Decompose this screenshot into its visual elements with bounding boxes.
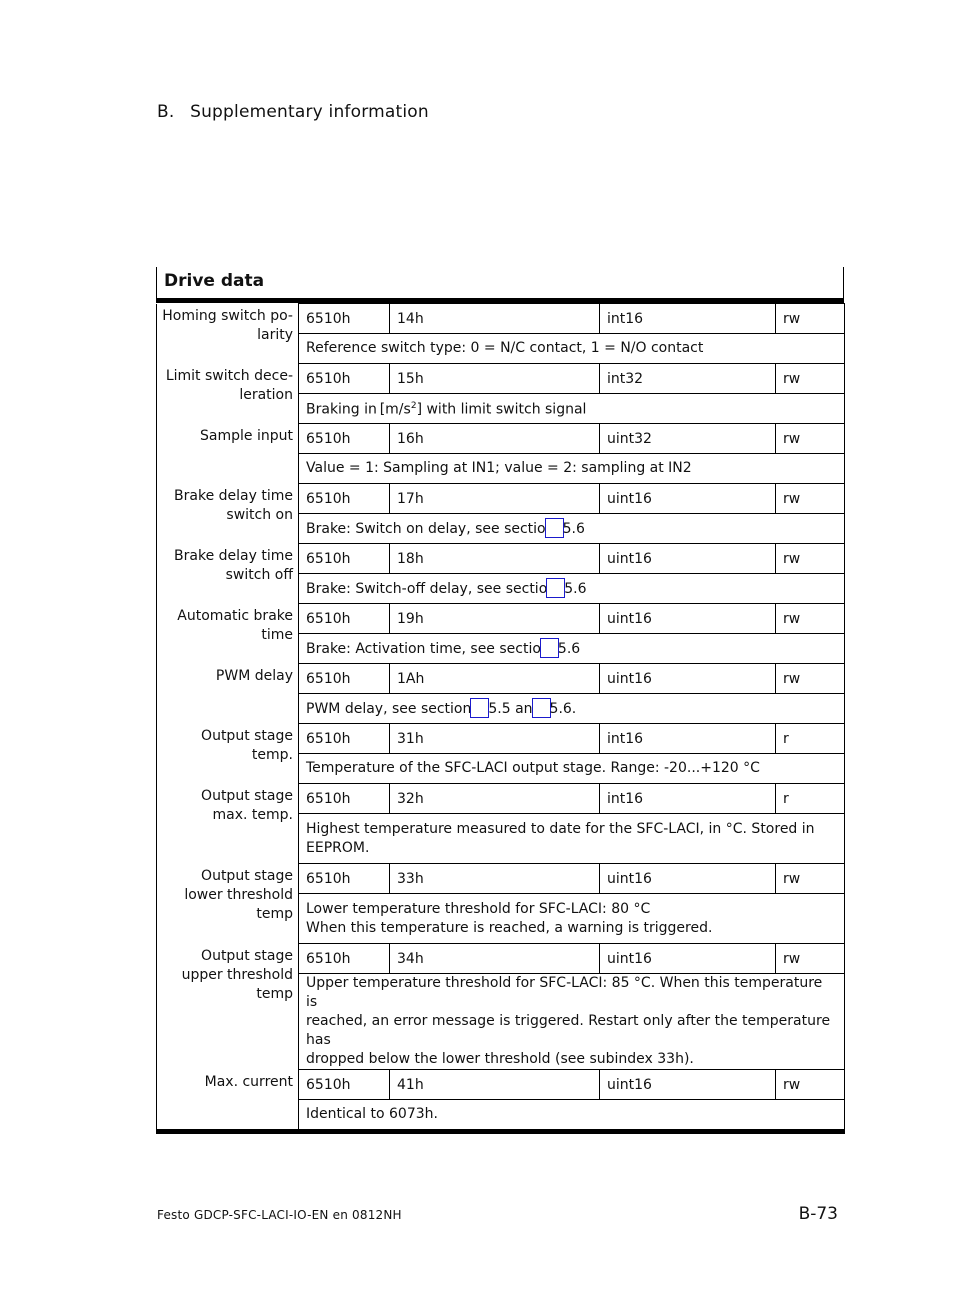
description-text: PWM delay, see section bbox=[306, 701, 472, 717]
subindex-cell: 16h bbox=[390, 424, 600, 454]
access-cell: r bbox=[776, 784, 845, 814]
description-text: Reference switch type: 0 = N/C contact, 1 = N/O contact bbox=[306, 340, 704, 356]
parameter-name: Output stage lower threshold temp bbox=[157, 864, 299, 944]
access-cell: rw bbox=[776, 944, 845, 974]
description-cell bbox=[299, 454, 845, 484]
parameter-name: Limit switch dece- leration bbox=[157, 364, 299, 424]
index-cell: 6510h bbox=[299, 604, 390, 634]
parameter-name: Homing switch po- larity bbox=[157, 304, 299, 364]
description-text-mid: 5.5 an bbox=[488, 701, 533, 717]
type-cell: uint32 bbox=[600, 424, 776, 454]
description-cell bbox=[299, 634, 845, 664]
index-cell: 6510h bbox=[299, 944, 390, 974]
type-cell: uint16 bbox=[600, 604, 776, 634]
parameter-name: Output stage upper threshold temp bbox=[157, 944, 299, 1070]
subindex-cell: 14h bbox=[390, 304, 600, 334]
subindex-cell: 31h bbox=[390, 724, 600, 754]
type-cell: int16 bbox=[600, 784, 776, 814]
index-cell: 6510h bbox=[299, 1070, 390, 1100]
access-cell: rw bbox=[776, 1070, 845, 1100]
description-cell bbox=[299, 514, 845, 544]
description-cell bbox=[299, 814, 845, 864]
table-row bbox=[157, 784, 845, 814]
subindex-cell: 17h bbox=[390, 484, 600, 514]
subindex-cell: 32h bbox=[390, 784, 600, 814]
index-cell: 6510h bbox=[299, 784, 390, 814]
description-text: Temperature of the SFC-LACI output stage. Range: -20...+120 °C bbox=[306, 760, 760, 776]
section-link[interactable] bbox=[546, 578, 565, 598]
description-text-end: 5.6 bbox=[564, 581, 587, 597]
table-row bbox=[157, 484, 845, 514]
description-cell bbox=[299, 974, 845, 1070]
subindex-cell: 19h bbox=[390, 604, 600, 634]
table-row bbox=[157, 364, 845, 394]
description-text: Brake: Switch-off delay, see sectio bbox=[306, 581, 548, 597]
table-row bbox=[157, 424, 845, 454]
section-header bbox=[157, 102, 429, 122]
description-cell bbox=[299, 394, 845, 424]
type-cell: int16 bbox=[600, 304, 776, 334]
subindex-cell: 34h bbox=[390, 944, 600, 974]
table-row bbox=[157, 724, 845, 754]
description-text-end: ] with limit switch signal bbox=[416, 401, 587, 418]
table-row bbox=[157, 864, 845, 894]
description-cell bbox=[299, 1100, 845, 1132]
parameter-name: Output stage temp. bbox=[157, 724, 299, 784]
description-cell bbox=[299, 574, 845, 604]
type-cell: int32 bbox=[600, 364, 776, 394]
type-cell: uint16 bbox=[600, 484, 776, 514]
subindex-cell: 33h bbox=[390, 864, 600, 894]
description-text: Value = 1: Sampling at IN1; value = 2: sampling at IN2 bbox=[306, 460, 692, 476]
index-cell: 6510h bbox=[299, 544, 390, 574]
access-cell: r bbox=[776, 724, 845, 754]
description-text: Highest temperature measured to date for the SFC-LACI, in °C. Stored in EEPROM. bbox=[306, 820, 815, 856]
parameter-name: Max. current bbox=[157, 1070, 299, 1132]
table-row bbox=[157, 304, 845, 334]
type-cell: uint16 bbox=[600, 944, 776, 974]
type-cell: uint16 bbox=[600, 664, 776, 694]
description-text: Brake: Activation time, see sectio bbox=[306, 641, 541, 657]
access-cell: rw bbox=[776, 364, 845, 394]
access-cell: rw bbox=[776, 484, 845, 514]
subindex-cell: 18h bbox=[390, 544, 600, 574]
index-cell: 6510h bbox=[299, 364, 390, 394]
table-title: Drive data bbox=[156, 267, 844, 303]
page-number: B-73 bbox=[798, 1204, 838, 1224]
index-cell: 6510h bbox=[299, 304, 390, 334]
section-title: Supplementary information bbox=[190, 102, 429, 122]
access-cell: rw bbox=[776, 604, 845, 634]
subindex-cell: 15h bbox=[390, 364, 600, 394]
parameter-name: Sample input bbox=[157, 424, 299, 484]
access-cell: rw bbox=[776, 424, 845, 454]
description-text-end: 5.6 bbox=[562, 521, 585, 537]
footer-doc-id: Festo GDCP-SFC-LACI-IO-EN en 0812NH bbox=[157, 1208, 402, 1222]
description-superscript: 2 bbox=[410, 401, 417, 412]
parameter-name: Output stage max. temp. bbox=[157, 784, 299, 864]
access-cell: rw bbox=[776, 664, 845, 694]
description-cell bbox=[299, 754, 845, 784]
access-cell: rw bbox=[776, 304, 845, 334]
table-row bbox=[157, 664, 845, 694]
subindex-cell: 1Ah bbox=[390, 664, 600, 694]
table-row bbox=[157, 604, 845, 634]
type-cell: uint16 bbox=[600, 544, 776, 574]
description-text-end: 5.6 bbox=[557, 641, 581, 657]
index-cell: 6510h bbox=[299, 724, 390, 754]
parameter-table bbox=[156, 303, 845, 1134]
table-row bbox=[157, 944, 845, 974]
subindex-cell: 41h bbox=[390, 1070, 600, 1100]
parameter-name: Brake delay time switch on bbox=[157, 484, 299, 544]
description-text: Brake: Switch on delay, see sectio bbox=[306, 521, 546, 537]
description-text: Braking in [m/s bbox=[306, 401, 411, 418]
index-cell: 6510h bbox=[299, 424, 390, 454]
section-number: B. bbox=[157, 102, 175, 122]
description-text: Identical to 6073h. bbox=[306, 1106, 438, 1122]
description-cell bbox=[299, 334, 845, 364]
section-link[interactable] bbox=[540, 638, 559, 658]
drive-data-table bbox=[156, 267, 844, 1134]
section-link[interactable] bbox=[545, 518, 564, 538]
description-cell bbox=[299, 894, 845, 944]
access-cell: rw bbox=[776, 544, 845, 574]
type-cell: int16 bbox=[600, 724, 776, 754]
parameter-name: PWM delay bbox=[157, 664, 299, 724]
section-link[interactable] bbox=[532, 698, 551, 718]
type-cell: uint16 bbox=[600, 864, 776, 894]
parameter-name: Automatic brake time bbox=[157, 604, 299, 664]
table-row bbox=[157, 544, 845, 574]
index-cell: 6510h bbox=[299, 484, 390, 514]
section-link[interactable] bbox=[470, 698, 489, 718]
access-cell: rw bbox=[776, 864, 845, 894]
index-cell: 6510h bbox=[299, 864, 390, 894]
description-text-end: 5.6. bbox=[549, 701, 577, 717]
type-cell: uint16 bbox=[600, 1070, 776, 1100]
index-cell: 6510h bbox=[299, 664, 390, 694]
description-cell bbox=[299, 694, 845, 724]
table-row bbox=[157, 1070, 845, 1100]
description-text: Lower temperature threshold for SFC-LACI: 80 °C When this temperature is reached, a warning is triggered. bbox=[306, 900, 713, 936]
parameter-name: Brake delay time switch off bbox=[157, 544, 299, 604]
description-text: Upper temperature threshold for SFC-LACI: 85 °C. When this temperature is reached, an error message is triggered. Restart only after the temperature has dropped below the lower threshold (see subindex 33h). bbox=[306, 975, 831, 1067]
